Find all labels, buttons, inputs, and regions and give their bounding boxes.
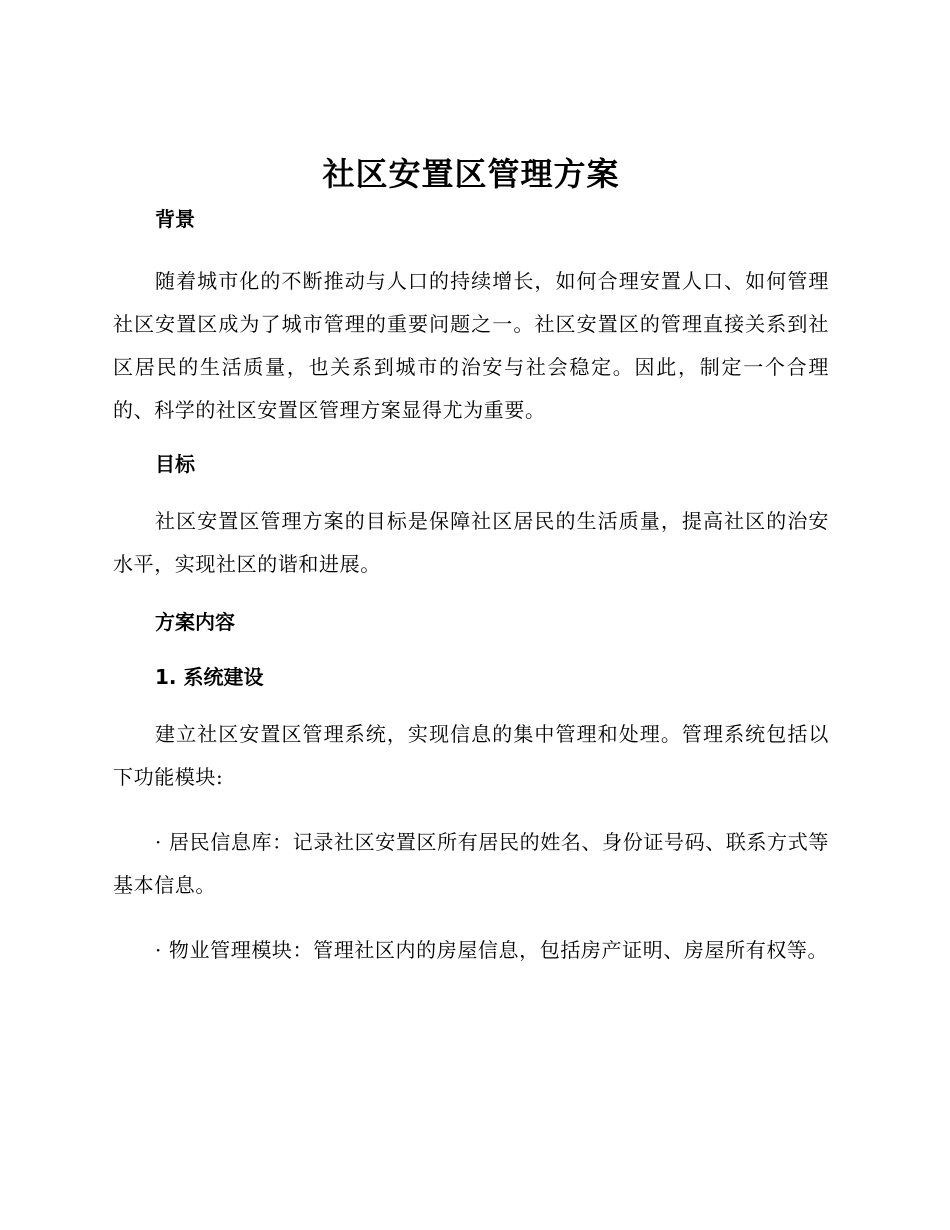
section-heading-goal: 目标: [155, 452, 195, 476]
bullet-item-resident-database: · 居民信息库：记录社区安置区所有居民的姓名、身份证号码、联系方式等基本信息。: [113, 830, 829, 897]
goal-paragraph: 社区安置区管理方案的目标是保障社区居民的生活质量，提高社区的治安水平，实现社区的谐和进展。: [113, 509, 829, 576]
document-content: [113, 148, 829, 972]
document-title: 社区安置区管理方案: [322, 155, 620, 193]
section-heading-background: 背景: [155, 207, 195, 231]
subsection-heading-system-construction: 1. 系统建设: [155, 665, 264, 689]
section-heading-plan-content: 方案内容: [155, 610, 235, 634]
system-construction-paragraph: 建立社区安置区管理系统，实现信息的集中管理和处理。管理系统包括以下功能模块:: [113, 722, 829, 789]
bullet-item-property-management: · 物业管理模块：管理社区内的房屋信息，包括房产证明、房屋所有权等。: [155, 938, 829, 962]
background-paragraph: 随着城市化的不断推动与人口的持续增长，如何合理安置人口、如何管理社区安置区成为了城市管理的重要问题之一。社区安置区的管理直接关系到社区居民的生活质量，也关系到城市的治安与社会稳定。因此，制定一个合理的、科学的社区安置区管理方案显得尤为重要。: [113, 269, 829, 422]
